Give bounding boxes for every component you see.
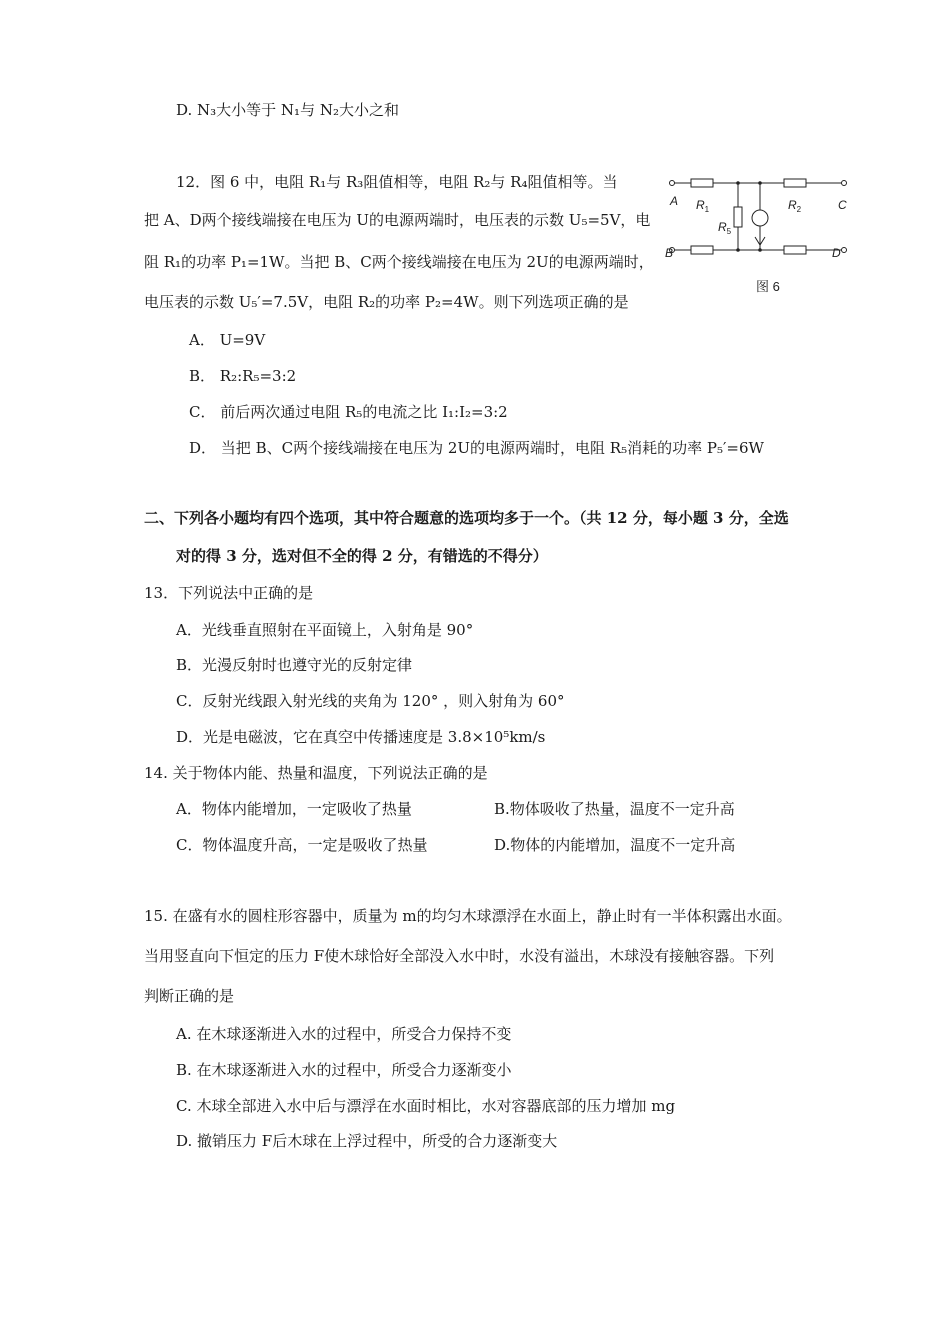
terminal-c [842,181,847,186]
q13-option-a: A．光线垂直照射在平面镜上，入射角是 90° [176,621,474,639]
q15-option-b: B. 在木球逐渐进入水的过程中，所受合力逐渐变小 [176,1061,512,1079]
q12-stem-line3: 阻 R₁的功率 P₁=1W。当把 B、C两个接线端接在电压为 2U的电源两端时， [144,253,654,271]
figure-caption: 图 6 [756,279,780,294]
label-d: D [832,246,841,260]
q12-stem-line2: 把 A、D两个接线端接在电压为 U的电源两端时，电压表的示数 U₅=5V，电 [144,211,651,229]
q12-stem-line1: 12．图 6 中，电阻 R₁与 R₃阻值相等，电阻 R₂与 R₄阻值相等。当 [176,173,618,191]
circuit-figure-6 [660,165,860,300]
label-r5: $R_5$ [718,220,732,236]
q14-option-a: A．物体内能增加，一定吸收了热量 [176,800,412,818]
label-r1: $R_1$ [696,198,710,214]
resistor-r2 [784,179,806,187]
q13-option-b: B．光漫反射时也遵守光的反射定律 [176,656,413,674]
q14-stem: 14. 关于物体内能、热量和温度，下列说法正确的是 [144,764,488,782]
q13-option-d: D．光是电磁波，它在真空中传播速度是 3.8×10⁵km/s [176,728,546,746]
label-a: A [670,194,679,208]
q15-stem-line2: 当用竖直向下恒定的压力 F使木球恰好全部没入水中时，水没有溢出，木球没有接触容器。下列 [144,947,775,965]
terminal-d [842,248,847,253]
q12-option-c: C． 前后两次通过电阻 R₅的电流之比 I₁:I₂=3:2 [189,403,508,421]
resistor-r3 [691,246,713,254]
q12-option-d: D． 当把 B、C两个接线端接在电压为 2U的电源两端时，电阻 R₅消耗的功率 P₅′=6W [189,439,764,457]
voltmeter [752,210,768,226]
label-r2: $R_2$ [788,198,802,214]
resistor-r4 [784,246,806,254]
q14-option-b: B.物体吸收了热量，温度不一定升高 [494,800,735,818]
q14-option-d: D.物体的内能增加，温度不一定升高 [494,836,736,854]
section2-heading-line2: 对的得 3 分，选对但不全的得 2 分，有错选的不得分） [176,547,548,565]
q13-option-c: C．反射光线跟入射光线的夹角为 120° ，则入射角为 60° [176,692,565,710]
q12-option-b: B． R₂:R₅=3:2 [189,367,297,385]
label-b: B [665,246,674,260]
terminal-a [670,181,675,186]
q15-stem-line3: 判断正确的是 [144,987,235,1005]
q15-option-c: C. 木球全部进入水中后与漂浮在水面时相比，水对容器底部的压力增加 mg [176,1097,676,1115]
resistor-r5 [734,207,742,227]
q15-option-d: D. 撤销压力 F后木球在上浮过程中，所受的合力逐渐变大 [176,1132,558,1150]
q12-option-a: A． U=9V [189,331,266,349]
q14-option-c: C．物体温度升高，一定是吸收了热量 [176,836,428,854]
q15-option-a: A. 在木球逐渐进入水的过程中，所受合力保持不变 [176,1025,512,1043]
section2-heading-line1: 二、下列各小题均有四个选项，其中符合题意的选项均多于一个。（共 12 分，每小题 3 分，全选 [144,509,789,527]
q12-stem-line4: 电压表的示数 U₅′=7.5V，电阻 R₂的功率 P₂=4W。则下列选项正确的是 [144,293,629,311]
q13-stem: 13．下列说法中正确的是 [144,584,314,602]
q15-stem-line1: 15. 在盛有水的圆柱形容器中，质量为 m的均匀木球漂浮在水面上，静止时有一半体积露出水面。 [144,907,792,925]
resistor-r1 [691,179,713,187]
label-c: C [838,198,847,212]
q11-option-d: D. N₃大小等于 N₁与 N₂大小之和 [176,101,399,119]
